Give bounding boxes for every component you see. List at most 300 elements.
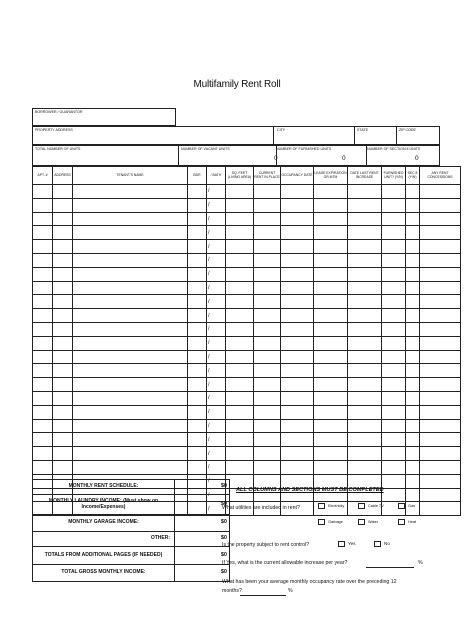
table-cell[interactable] xyxy=(33,433,53,447)
table-cell[interactable] xyxy=(73,391,188,405)
table-cell[interactable] xyxy=(53,433,73,447)
table-cell[interactable] xyxy=(348,212,382,226)
table-cell[interactable] xyxy=(53,405,73,419)
table-cell[interactable] xyxy=(382,267,406,281)
table-cell[interactable] xyxy=(382,309,406,323)
table-cell[interactable] xyxy=(406,378,420,392)
table-cell[interactable] xyxy=(254,350,281,364)
table-cell[interactable] xyxy=(254,212,281,226)
table-cell[interactable] xyxy=(382,295,406,309)
table-cell[interactable] xyxy=(226,281,254,295)
table-cell[interactable] xyxy=(314,474,348,488)
table-cell[interactable] xyxy=(382,253,406,267)
utility-option[interactable]: Garbage xyxy=(318,519,343,525)
bath-cell[interactable]: / xyxy=(207,447,226,461)
table-cell[interactable] xyxy=(348,391,382,405)
table-cell[interactable] xyxy=(188,185,207,199)
table-cell[interactable] xyxy=(382,433,406,447)
table-cell[interactable] xyxy=(314,253,348,267)
table-cell[interactable] xyxy=(406,281,420,295)
table-cell[interactable] xyxy=(281,391,314,405)
table-cell[interactable] xyxy=(188,447,207,461)
table-cell[interactable] xyxy=(254,378,281,392)
table-cell[interactable] xyxy=(420,405,461,419)
table-cell[interactable] xyxy=(226,253,254,267)
table-cell[interactable] xyxy=(382,447,406,461)
table-cell[interactable] xyxy=(254,364,281,378)
table-cell[interactable] xyxy=(406,447,420,461)
table-cell[interactable] xyxy=(226,378,254,392)
table-cell[interactable] xyxy=(73,281,188,295)
table-cell[interactable] xyxy=(73,378,188,392)
table-cell[interactable] xyxy=(188,336,207,350)
table-cell[interactable] xyxy=(254,185,281,199)
table-cell[interactable] xyxy=(73,295,188,309)
table-cell[interactable] xyxy=(281,350,314,364)
table-cell[interactable] xyxy=(226,405,254,419)
table-cell[interactable] xyxy=(53,447,73,461)
table-cell[interactable] xyxy=(382,212,406,226)
table-cell[interactable] xyxy=(33,350,53,364)
table-cell[interactable] xyxy=(188,253,207,267)
table-cell[interactable] xyxy=(188,281,207,295)
table-cell[interactable] xyxy=(420,212,461,226)
table-cell[interactable] xyxy=(382,460,406,474)
table-cell[interactable] xyxy=(281,460,314,474)
table-cell[interactable] xyxy=(314,364,348,378)
table-cell[interactable] xyxy=(348,267,382,281)
schedule-amount[interactable]: $0 xyxy=(175,547,230,565)
table-cell[interactable] xyxy=(314,295,348,309)
table-cell[interactable] xyxy=(348,240,382,254)
table-cell[interactable] xyxy=(314,240,348,254)
table-cell[interactable] xyxy=(226,267,254,281)
table-cell[interactable] xyxy=(73,322,188,336)
table-cell[interactable] xyxy=(73,460,188,474)
table-cell[interactable] xyxy=(348,447,382,461)
table-cell[interactable] xyxy=(33,226,53,240)
table-cell[interactable] xyxy=(53,336,73,350)
bath-cell[interactable]: / xyxy=(207,405,226,419)
table-cell[interactable] xyxy=(348,226,382,240)
table-cell[interactable] xyxy=(33,460,53,474)
table-cell[interactable] xyxy=(254,419,281,433)
table-cell[interactable] xyxy=(314,309,348,323)
table-cell[interactable] xyxy=(188,240,207,254)
table-cell[interactable] xyxy=(254,460,281,474)
table-cell[interactable] xyxy=(281,336,314,350)
bath-cell[interactable]: / xyxy=(207,281,226,295)
table-cell[interactable] xyxy=(348,309,382,323)
table-cell[interactable] xyxy=(348,405,382,419)
table-cell[interactable] xyxy=(314,405,348,419)
checkbox[interactable] xyxy=(358,503,365,509)
table-cell[interactable] xyxy=(314,391,348,405)
table-cell[interactable] xyxy=(406,253,420,267)
table-cell[interactable] xyxy=(420,433,461,447)
bath-cell[interactable]: / xyxy=(207,350,226,364)
table-cell[interactable] xyxy=(348,295,382,309)
table-cell[interactable] xyxy=(348,350,382,364)
table-cell[interactable] xyxy=(226,391,254,405)
table-cell[interactable] xyxy=(73,309,188,323)
table-cell[interactable] xyxy=(281,185,314,199)
table-cell[interactable] xyxy=(314,336,348,350)
bath-cell[interactable]: / xyxy=(207,309,226,323)
bath-cell[interactable]: / xyxy=(207,226,226,240)
table-cell[interactable] xyxy=(382,350,406,364)
table-cell[interactable] xyxy=(73,198,188,212)
table-cell[interactable] xyxy=(254,226,281,240)
table-cell[interactable] xyxy=(33,185,53,199)
table-cell[interactable] xyxy=(226,336,254,350)
table-cell[interactable] xyxy=(420,322,461,336)
table-cell[interactable] xyxy=(33,447,53,461)
table-cell[interactable] xyxy=(254,240,281,254)
table-cell[interactable] xyxy=(254,267,281,281)
table-cell[interactable] xyxy=(53,364,73,378)
table-cell[interactable] xyxy=(226,309,254,323)
table-cell[interactable] xyxy=(406,488,420,502)
table-cell[interactable] xyxy=(226,212,254,226)
table-cell[interactable] xyxy=(382,226,406,240)
table-cell[interactable] xyxy=(188,212,207,226)
table-cell[interactable] xyxy=(281,295,314,309)
table-cell[interactable] xyxy=(382,474,406,488)
utility-option[interactable]: Electricity xyxy=(318,503,344,509)
table-cell[interactable] xyxy=(188,460,207,474)
table-cell[interactable] xyxy=(314,433,348,447)
table-cell[interactable] xyxy=(406,474,420,488)
table-cell[interactable] xyxy=(382,378,406,392)
table-cell[interactable] xyxy=(33,212,53,226)
table-cell[interactable] xyxy=(33,364,53,378)
table-cell[interactable] xyxy=(281,212,314,226)
table-cell[interactable] xyxy=(73,253,188,267)
table-cell[interactable] xyxy=(73,267,188,281)
table-cell[interactable] xyxy=(406,405,420,419)
increase-input[interactable] xyxy=(366,561,414,568)
table-cell[interactable] xyxy=(420,474,461,488)
table-cell[interactable] xyxy=(73,419,188,433)
table-cell[interactable] xyxy=(281,419,314,433)
table-cell[interactable] xyxy=(226,226,254,240)
table-cell[interactable] xyxy=(53,378,73,392)
table-cell[interactable] xyxy=(348,474,382,488)
table-cell[interactable] xyxy=(348,281,382,295)
checkbox[interactable] xyxy=(374,541,381,547)
table-cell[interactable] xyxy=(281,267,314,281)
table-cell[interactable] xyxy=(254,198,281,212)
table-cell[interactable] xyxy=(226,364,254,378)
bath-cell[interactable]: / xyxy=(207,488,226,502)
table-cell[interactable] xyxy=(226,350,254,364)
checkbox[interactable] xyxy=(398,519,405,525)
table-cell[interactable] xyxy=(254,433,281,447)
table-cell[interactable] xyxy=(53,322,73,336)
table-cell[interactable] xyxy=(73,212,188,226)
table-cell[interactable] xyxy=(254,309,281,323)
bath-cell[interactable]: / xyxy=(207,240,226,254)
bath-cell[interactable]: / xyxy=(207,198,226,212)
table-cell[interactable] xyxy=(53,253,73,267)
table-cell[interactable] xyxy=(33,253,53,267)
table-cell[interactable] xyxy=(406,364,420,378)
table-cell[interactable] xyxy=(188,322,207,336)
table-cell[interactable] xyxy=(226,198,254,212)
table-cell[interactable] xyxy=(254,474,281,488)
table-cell[interactable] xyxy=(33,309,53,323)
table-cell[interactable] xyxy=(33,267,53,281)
table-cell[interactable] xyxy=(382,322,406,336)
table-cell[interactable] xyxy=(33,378,53,392)
table-cell[interactable] xyxy=(281,309,314,323)
bath-cell[interactable]: / xyxy=(207,253,226,267)
table-cell[interactable] xyxy=(406,185,420,199)
table-cell[interactable] xyxy=(314,378,348,392)
table-cell[interactable] xyxy=(53,419,73,433)
table-cell[interactable] xyxy=(420,198,461,212)
table-cell[interactable] xyxy=(406,322,420,336)
table-cell[interactable] xyxy=(314,226,348,240)
table-cell[interactable] xyxy=(420,488,461,502)
table-cell[interactable] xyxy=(281,281,314,295)
table-cell[interactable] xyxy=(33,322,53,336)
bath-cell[interactable]: / xyxy=(207,212,226,226)
table-cell[interactable] xyxy=(314,447,348,461)
table-cell[interactable] xyxy=(420,226,461,240)
schedule-amount[interactable]: $0 xyxy=(175,565,230,582)
table-cell[interactable] xyxy=(314,212,348,226)
table-cell[interactable] xyxy=(53,198,73,212)
table-cell[interactable] xyxy=(406,309,420,323)
bath-cell[interactable]: / xyxy=(207,364,226,378)
table-cell[interactable] xyxy=(382,240,406,254)
table-cell[interactable] xyxy=(226,447,254,461)
checkbox[interactable] xyxy=(358,519,365,525)
table-cell[interactable] xyxy=(420,378,461,392)
table-cell[interactable] xyxy=(33,281,53,295)
table-cell[interactable] xyxy=(226,433,254,447)
table-cell[interactable] xyxy=(406,226,420,240)
table-cell[interactable] xyxy=(53,295,73,309)
rent-control-no[interactable]: No xyxy=(374,541,390,547)
table-cell[interactable] xyxy=(348,198,382,212)
table-cell[interactable] xyxy=(281,447,314,461)
table-cell[interactable] xyxy=(53,226,73,240)
table-cell[interactable] xyxy=(348,378,382,392)
table-cell[interactable] xyxy=(420,267,461,281)
table-cell[interactable] xyxy=(188,198,207,212)
table-cell[interactable] xyxy=(73,364,188,378)
table-cell[interactable] xyxy=(406,240,420,254)
schedule-amount[interactable]: $0 xyxy=(175,495,230,515)
table-cell[interactable] xyxy=(53,460,73,474)
table-cell[interactable] xyxy=(53,267,73,281)
utility-option[interactable]: Gas xyxy=(398,503,415,509)
table-cell[interactable] xyxy=(254,253,281,267)
bath-cell[interactable]: / xyxy=(207,391,226,405)
table-cell[interactable] xyxy=(254,405,281,419)
table-cell[interactable] xyxy=(188,391,207,405)
table-cell[interactable] xyxy=(188,405,207,419)
table-cell[interactable] xyxy=(382,185,406,199)
bath-cell[interactable]: / xyxy=(207,295,226,309)
bath-cell[interactable]: / xyxy=(207,185,226,199)
checkbox[interactable] xyxy=(318,503,325,509)
bath-cell[interactable]: / xyxy=(207,419,226,433)
table-cell[interactable] xyxy=(348,419,382,433)
table-cell[interactable] xyxy=(281,240,314,254)
borrower-box[interactable] xyxy=(32,108,176,126)
table-cell[interactable] xyxy=(314,322,348,336)
table-cell[interactable] xyxy=(406,419,420,433)
table-cell[interactable] xyxy=(53,240,73,254)
table-cell[interactable] xyxy=(314,198,348,212)
table-cell[interactable] xyxy=(73,185,188,199)
table-cell[interactable] xyxy=(406,295,420,309)
table-cell[interactable] xyxy=(420,364,461,378)
table-cell[interactable] xyxy=(254,281,281,295)
table-cell[interactable] xyxy=(254,322,281,336)
table-cell[interactable] xyxy=(226,185,254,199)
table-cell[interactable] xyxy=(382,364,406,378)
bath-cell[interactable]: / xyxy=(207,267,226,281)
table-cell[interactable] xyxy=(420,350,461,364)
table-cell[interactable] xyxy=(406,212,420,226)
table-cell[interactable] xyxy=(226,322,254,336)
bath-cell[interactable]: / xyxy=(207,322,226,336)
table-cell[interactable] xyxy=(281,433,314,447)
table-cell[interactable] xyxy=(314,267,348,281)
table-cell[interactable] xyxy=(73,433,188,447)
schedule-amount[interactable]: $0 xyxy=(175,515,230,532)
table-cell[interactable] xyxy=(33,198,53,212)
table-cell[interactable] xyxy=(382,419,406,433)
table-cell[interactable] xyxy=(188,378,207,392)
table-cell[interactable] xyxy=(188,295,207,309)
table-cell[interactable] xyxy=(406,350,420,364)
occupancy-input[interactable] xyxy=(240,589,286,596)
table-cell[interactable] xyxy=(420,391,461,405)
table-cell[interactable] xyxy=(254,336,281,350)
table-cell[interactable] xyxy=(382,391,406,405)
table-cell[interactable] xyxy=(406,336,420,350)
table-cell[interactable] xyxy=(420,185,461,199)
bath-cell[interactable]: / xyxy=(207,502,226,516)
table-cell[interactable] xyxy=(254,295,281,309)
table-cell[interactable] xyxy=(254,447,281,461)
table-cell[interactable] xyxy=(254,391,281,405)
rent-control-yes[interactable]: Yes xyxy=(338,541,356,547)
table-cell[interactable] xyxy=(420,336,461,350)
schedule-amount[interactable]: $0 xyxy=(175,532,230,547)
table-cell[interactable] xyxy=(406,391,420,405)
table-cell[interactable] xyxy=(314,460,348,474)
table-cell[interactable] xyxy=(53,350,73,364)
table-cell[interactable] xyxy=(314,185,348,199)
table-cell[interactable] xyxy=(420,460,461,474)
table-cell[interactable] xyxy=(281,253,314,267)
table-cell[interactable] xyxy=(382,281,406,295)
table-cell[interactable] xyxy=(406,267,420,281)
table-cell[interactable] xyxy=(420,240,461,254)
table-cell[interactable] xyxy=(226,460,254,474)
table-cell[interactable] xyxy=(188,309,207,323)
table-cell[interactable] xyxy=(382,405,406,419)
table-cell[interactable] xyxy=(33,419,53,433)
table-cell[interactable] xyxy=(33,336,53,350)
table-cell[interactable] xyxy=(73,336,188,350)
utility-option[interactable]: Heat xyxy=(398,519,416,525)
table-cell[interactable] xyxy=(348,460,382,474)
table-cell[interactable] xyxy=(348,253,382,267)
table-cell[interactable] xyxy=(420,419,461,433)
table-cell[interactable] xyxy=(53,391,73,405)
bath-cell[interactable]: / xyxy=(207,474,226,488)
table-cell[interactable] xyxy=(281,364,314,378)
table-cell[interactable] xyxy=(382,198,406,212)
table-cell[interactable] xyxy=(188,433,207,447)
bath-cell[interactable]: / xyxy=(207,336,226,350)
table-cell[interactable] xyxy=(348,322,382,336)
table-cell[interactable] xyxy=(73,350,188,364)
table-cell[interactable] xyxy=(348,433,382,447)
table-cell[interactable] xyxy=(314,419,348,433)
table-cell[interactable] xyxy=(188,350,207,364)
table-cell[interactable] xyxy=(53,309,73,323)
table-cell[interactable] xyxy=(33,391,53,405)
table-cell[interactable] xyxy=(406,198,420,212)
table-cell[interactable] xyxy=(314,350,348,364)
table-cell[interactable] xyxy=(226,419,254,433)
table-cell[interactable] xyxy=(53,212,73,226)
table-cell[interactable] xyxy=(73,226,188,240)
bath-cell[interactable]: / xyxy=(207,460,226,474)
table-cell[interactable] xyxy=(406,460,420,474)
utility-option[interactable]: Water xyxy=(358,519,378,525)
table-cell[interactable] xyxy=(73,240,188,254)
utility-option[interactable]: Cable TV xyxy=(358,503,384,509)
table-cell[interactable] xyxy=(226,295,254,309)
table-cell[interactable] xyxy=(348,185,382,199)
table-cell[interactable] xyxy=(53,281,73,295)
table-cell[interactable] xyxy=(188,226,207,240)
table-cell[interactable] xyxy=(314,281,348,295)
bath-cell[interactable]: / xyxy=(207,378,226,392)
table-cell[interactable] xyxy=(33,240,53,254)
table-cell[interactable] xyxy=(420,447,461,461)
table-cell[interactable] xyxy=(420,253,461,267)
checkbox[interactable] xyxy=(318,519,325,525)
checkbox[interactable] xyxy=(398,503,405,509)
table-cell[interactable] xyxy=(281,405,314,419)
table-cell[interactable] xyxy=(420,295,461,309)
table-cell[interactable] xyxy=(73,405,188,419)
table-cell[interactable] xyxy=(226,240,254,254)
table-cell[interactable] xyxy=(348,336,382,350)
table-cell[interactable] xyxy=(188,364,207,378)
bath-cell[interactable]: / xyxy=(207,433,226,447)
table-cell[interactable] xyxy=(420,309,461,323)
table-cell[interactable] xyxy=(73,447,188,461)
table-cell[interactable] xyxy=(33,405,53,419)
table-cell[interactable] xyxy=(281,378,314,392)
checkbox[interactable] xyxy=(338,541,345,547)
schedule-amount[interactable]: $0 xyxy=(175,480,230,495)
table-cell[interactable] xyxy=(33,295,53,309)
table-cell[interactable] xyxy=(406,433,420,447)
